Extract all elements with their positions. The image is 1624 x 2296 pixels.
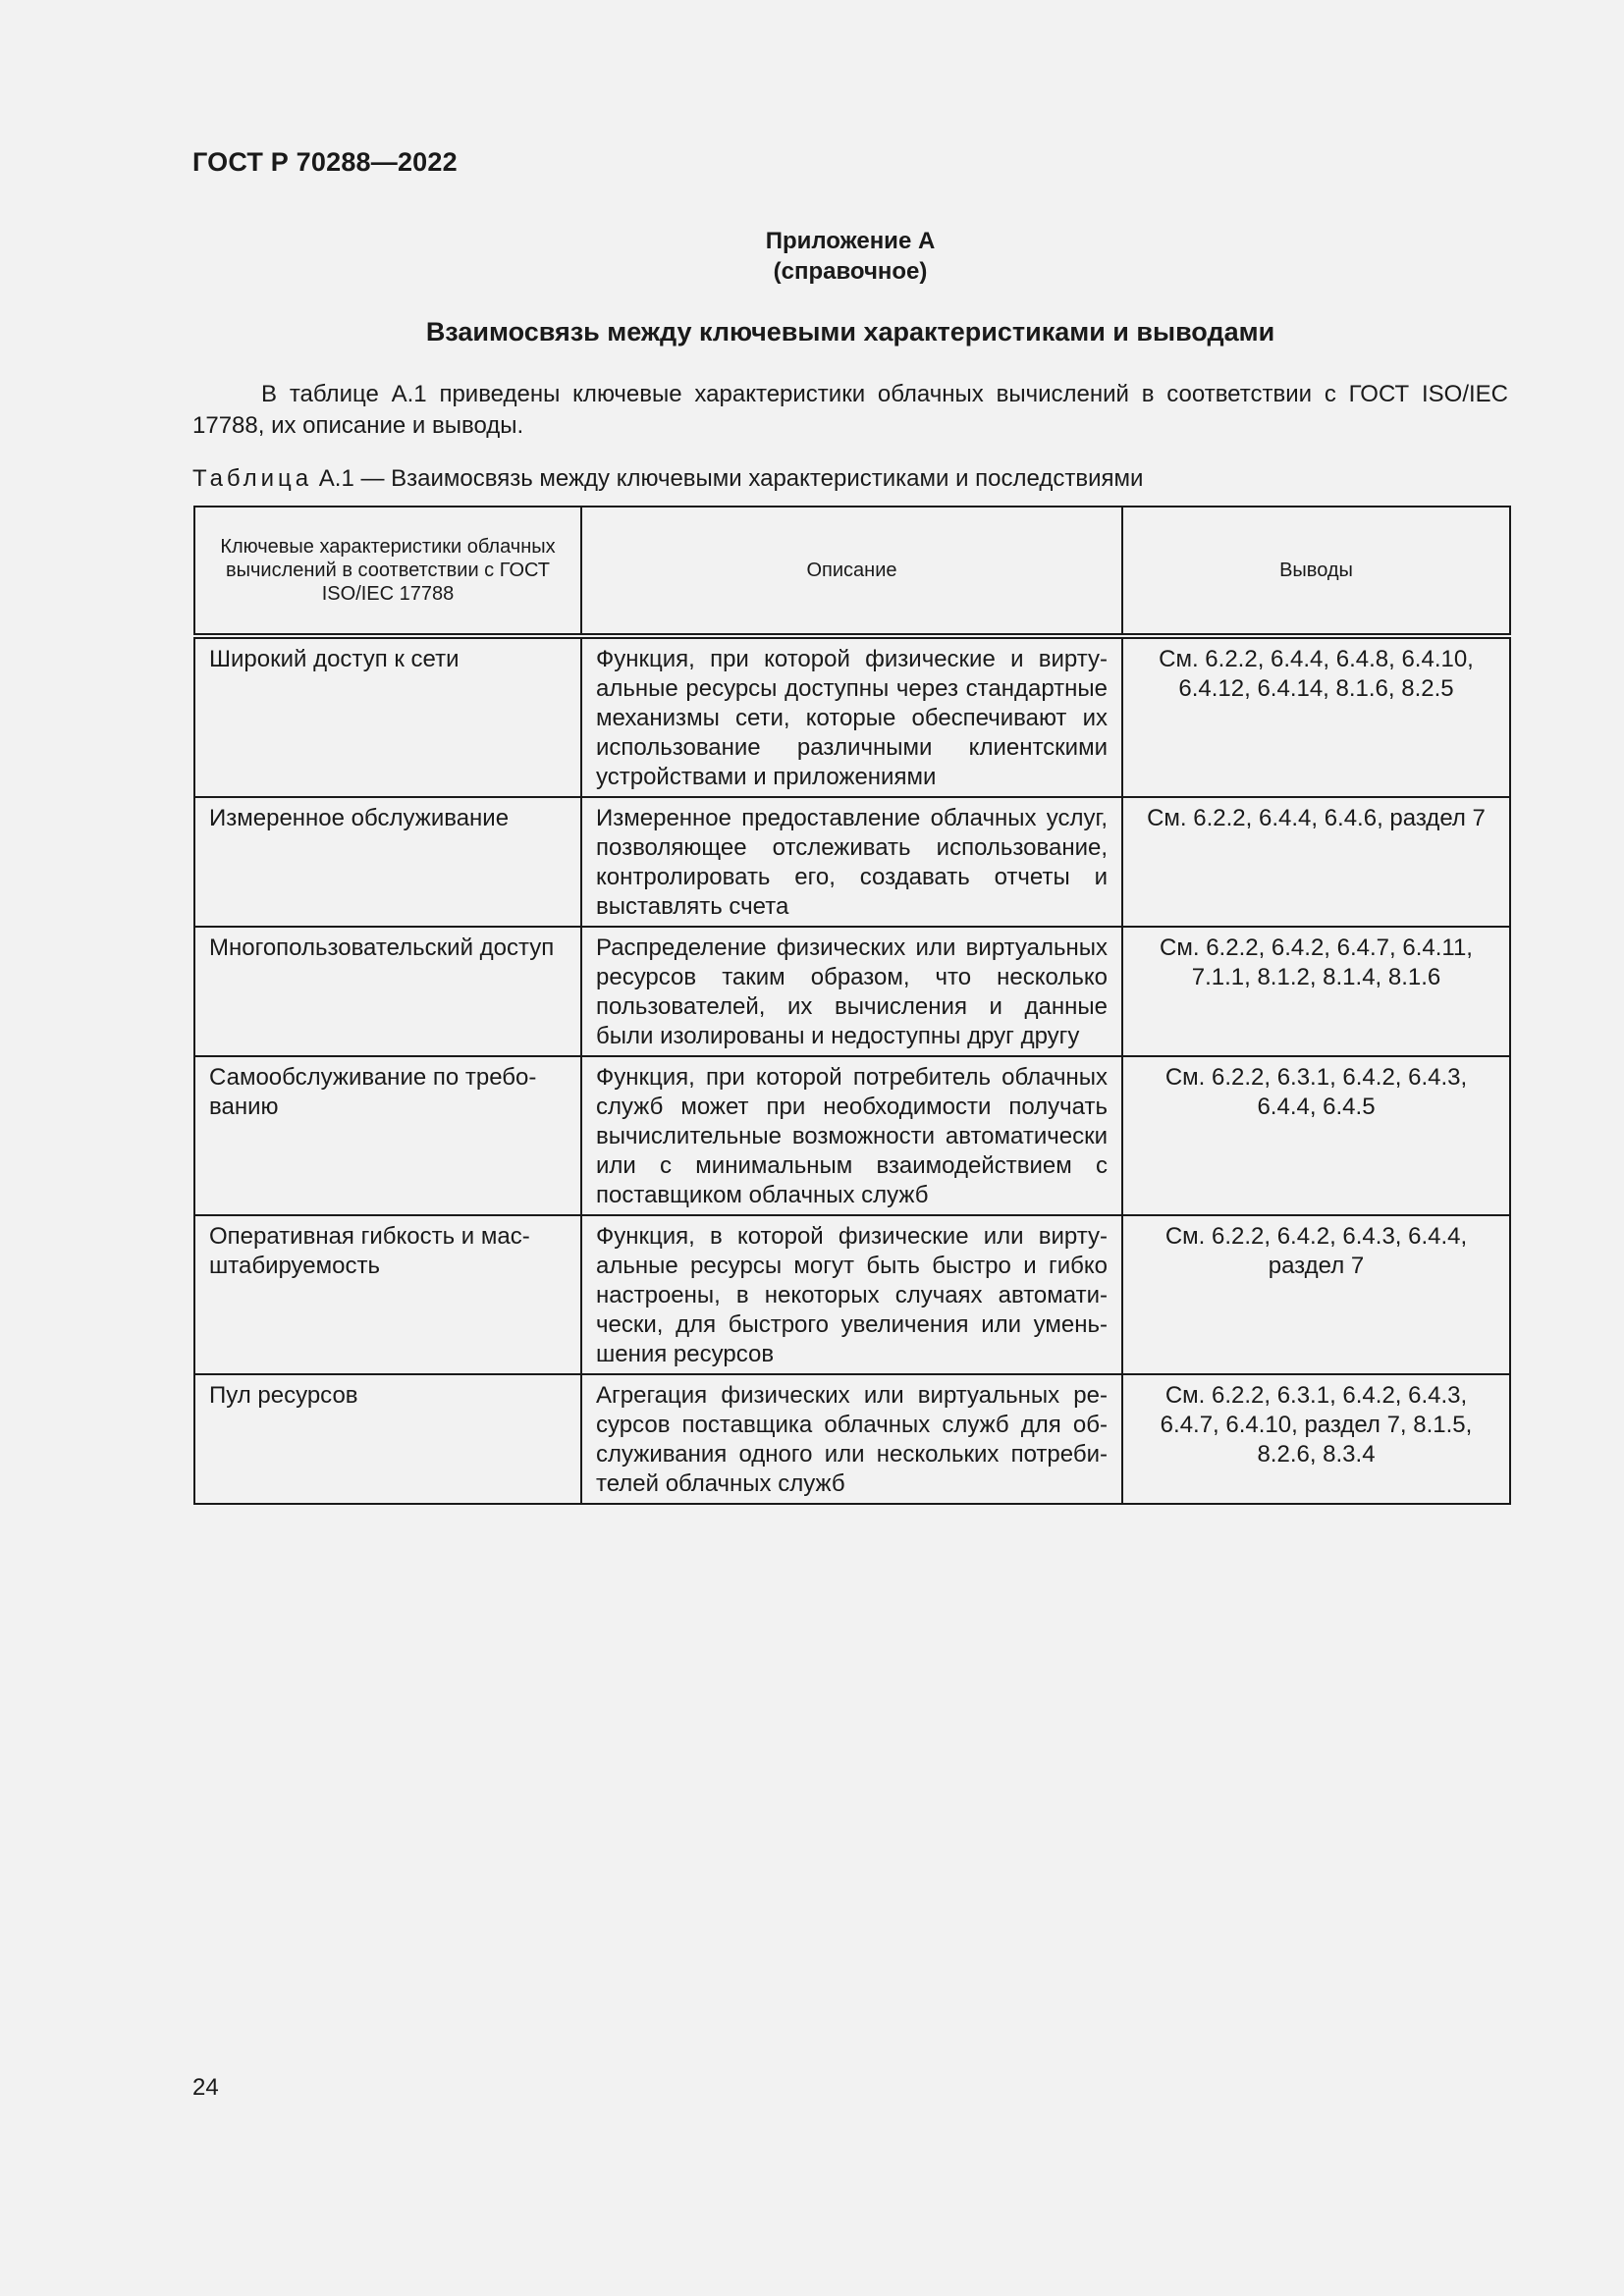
description-cell: Функция, при которой физические и виртуальные ресурсы доступны через стандартные механизмы сети, которые обеспечивают их использование различными клиентскими устройствами и приложениями — [581, 636, 1122, 797]
appendix-heading — [192, 226, 1508, 287]
appendix-subtitle: (справочное) — [773, 258, 928, 285]
description-cell: Функция, при которой потребитель облачных служб может при необходимости получать вычислительные возможности автоматически или с минимальным взаимодействием с поставщиком облачных служб — [581, 1056, 1122, 1215]
description-cell: Распределение физических или виртуальных ресурсов таким образом, что несколько пользователей, их вычисления и данные были изолированы и недоступны друг другу — [581, 927, 1122, 1056]
header-description: Описание — [581, 507, 1122, 636]
table-row — [194, 1056, 1510, 1215]
conclusions-cell: См. 6.2.2, 6.4.2, 6.4.7, 6.4.11, 7.1.1, 8.1.2, 8.1.4, 8.1.6 — [1122, 927, 1510, 1056]
page-number: 24 — [192, 2074, 219, 2101]
intro-paragraph: В таблице А.1 приведены ключевые характеристики облачных вычислений в соответствии с ГОСТ ISO/IEC 17788, их описание и выводы. — [192, 381, 1508, 439]
table-row — [194, 1374, 1510, 1504]
header-characteristics: Ключевые характеристики облачных вычислений в соответствии с ГОСТ ISO/IEC 17788 — [194, 507, 581, 636]
table-caption-text: А.1 — Взаимосвязь между ключевыми характеристиками и последствиями — [318, 465, 1144, 492]
conclusions-cell: См. 6.2.2, 6.4.2, 6.4.3, 6.4.4, раздел 7 — [1122, 1215, 1510, 1374]
table-row — [194, 927, 1510, 1056]
characteristic-cell: Многопользовательский доступ — [194, 927, 581, 1056]
conclusions-cell: См. 6.2.2, 6.3.1, 6.4.2, 6.4.3, 6.4.7, 6.4.10, раздел 7, 8.1.5, 8.2.6, 8.3.4 — [1122, 1374, 1510, 1504]
characteristic-cell: Оперативная гибкость и масштабируемость — [194, 1215, 581, 1374]
characteristics-table — [193, 506, 1511, 1505]
conclusions-cell: См. 6.2.2, 6.3.1, 6.4.2, 6.4.3, 6.4.4, 6.4.5 — [1122, 1056, 1510, 1215]
characteristic-cell: Самообслуживание по требованию — [194, 1056, 581, 1215]
header-conclusions: Выводы — [1122, 507, 1510, 636]
description-cell: Функция, в которой физические или виртуальные ресурсы могут быть быстро и гибко настроены, в некоторых случаях автоматически, для быстрого увеличения или уменьшения ресурсов — [581, 1215, 1122, 1374]
table-caption-label: Таблица — [192, 465, 313, 492]
characteristic-cell: Пул ресурсов — [194, 1374, 581, 1504]
table-caption — [192, 465, 1143, 493]
conclusions-cell: См. 6.2.2, 6.4.4, 6.4.6, раздел 7 — [1122, 797, 1510, 927]
section-title: Взаимосвязь между ключевыми характеристиками и выводами — [425, 317, 1275, 347]
document-code: ГОСТ Р 70288—2022 — [192, 147, 458, 177]
table-row — [194, 1215, 1510, 1374]
conclusions-cell: См. 6.2.2, 6.4.4, 6.4.8, 6.4.10, 6.4.12, 6.4.14, 8.1.6, 8.2.5 — [1122, 636, 1510, 797]
characteristic-cell: Широкий доступ к сети — [194, 636, 581, 797]
appendix-title: Приложение А — [765, 228, 936, 254]
description-cell: Измеренное предоставление облачных услуг, позволяющее отслеживать использование, контролировать его, создавать отчеты и выставлять счета — [581, 797, 1122, 927]
table-header-row — [194, 507, 1510, 636]
table-row — [194, 797, 1510, 927]
characteristic-cell: Измеренное обслуживание — [194, 797, 581, 927]
description-cell: Агрегация физических или виртуальных ресурсов поставщика облачных служб для обслуживания одного или нескольких потребителей облачных служб — [581, 1374, 1122, 1504]
table-row — [194, 636, 1510, 797]
